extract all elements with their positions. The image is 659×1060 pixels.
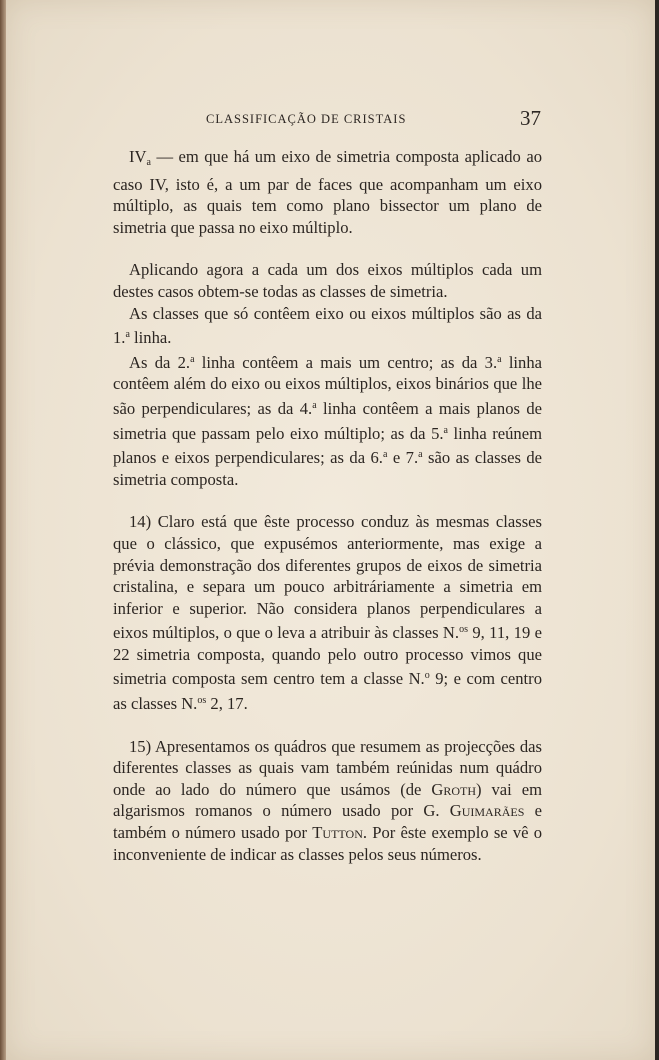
superscript: os [459, 624, 468, 636]
text-run: ) vai em algarismos romanos o número usado por G. [113, 779, 542, 821]
paragraph-linhas [113, 349, 542, 491]
paragraph-15 [113, 736, 542, 866]
superscript: a [443, 424, 448, 436]
text-run: e 7. [387, 448, 419, 468]
text-run: 14) Claro está que êste processo conduz às mesmas classes que o clássico, que expusémos anteriormente, mas exige a prévia demonstração dos diferentes grupos de eixos de simetria cristalina, e separa um pouco arbitráriamente a simetria em inferior e superior. Não considera planos perpendiculares a eixos múltiplos, o que o leva a atribuir às classes N. [113, 512, 542, 643]
page-body [113, 146, 542, 865]
paragraph-aplicando: Aplicando agora a cada um dos eixos múltiplos cada um destes casos obtem-se todas as classes de simetria. [113, 260, 542, 301]
subscript: a [146, 157, 151, 168]
text-run: 9; e com centro as classes N. [113, 669, 542, 714]
text-run: linha contêem a mais planos de simetria que passam pelo eixo múltiplo; as da 5. [113, 398, 543, 443]
superscript: a [312, 399, 317, 411]
text-run: As classes que só contêem eixo ou eixos múltiplos são as da 1. [113, 303, 542, 348]
superscript: a [125, 329, 130, 341]
text-run: 2, 17. [206, 694, 248, 714]
author-name-tutton: Tutton [312, 823, 363, 843]
page-header [6, 106, 655, 134]
paragraph-iva [113, 146, 542, 238]
text-run: linha contêem a mais um centro; as da 3. [194, 352, 498, 372]
text-run: linha reúnem planos e eixos perpendiculares; as da 6. [113, 423, 542, 468]
text-run: são as classes de simetria composta. [113, 448, 543, 489]
text-run: linha. [129, 328, 172, 348]
author-name-guimaraes: Guimarães [449, 801, 525, 821]
paragraph-classes [113, 303, 542, 349]
text-run: 15) Apresentamos os quádros que resumem as projecções das diferentes classes as quais vam também reúnidas num quádro onde ao lado do número que usámos (de [113, 736, 542, 799]
text-run: As da 2. [129, 352, 191, 372]
text-run: . Por êste exemplo se vê o inconveniente de indicar as classes pelos seus números. [113, 823, 543, 864]
page-number: 37 [520, 106, 541, 130]
superscript: a [497, 353, 502, 365]
text-run: linha contêem além do eixo ou eixos múltiplos, eixos binários que lhe são perpendiculares; as da 4. [113, 352, 542, 418]
text-run: — em que há um eixo de simetria composta aplicado ao caso IV, isto é, a um par de faces que acompanham um eixo múltiplo, as quais tem como plano bissector um plano de simetria que passa no eixo múltiplo. [113, 147, 542, 237]
superscript: a [190, 353, 195, 365]
running-title: CLASSIFICAÇÃO DE CRISTAIS [206, 112, 407, 126]
paragraph-14 [113, 511, 542, 714]
text-run: e também o número usado por [113, 801, 543, 843]
text-run: IV [129, 147, 147, 166]
superscript: a [418, 449, 423, 461]
author-name-groth: Groth [431, 779, 477, 799]
book-page [6, 0, 655, 1060]
superscript: o [424, 670, 430, 682]
text-run: 9, 11, 19 e 22 simetria composta, quando pelo outro processo vimos que simetria composta sem centro tem a classe N. [113, 623, 542, 689]
superscript: os [197, 695, 207, 707]
superscript: a [382, 449, 388, 461]
